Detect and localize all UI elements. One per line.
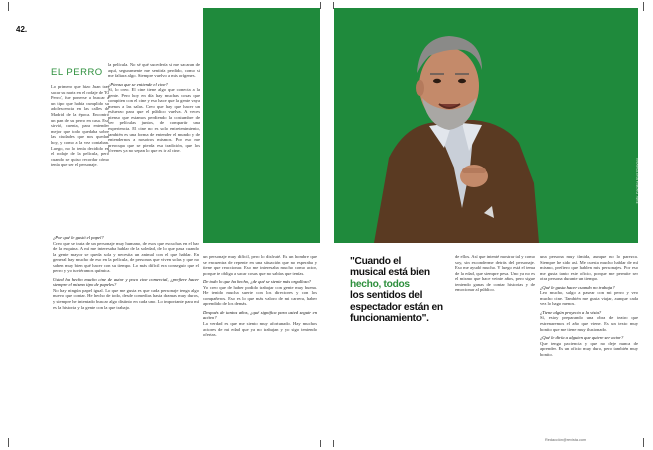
- crop-mark: [333, 440, 334, 447]
- answer: No hay ningún papel igual. Lo que me gusta es que cada personaje tenga algo nuevo que contar. He hecho de todo, desde comedias hasta dramas muy duros, y siempre he intentado buscar algo distinto en cada uno. Lo importante para mí es la historia y la gente con la que trabajo.: [53, 287, 199, 310]
- section-title: EL PERRO: [51, 67, 103, 78]
- crop-mark: [320, 2, 321, 9]
- pull-quote-line: espectador están en: [350, 301, 443, 313]
- answer: Sí, estoy preparando una obra de teatro que estrenaremos el año que viene. Es un texto muy bonito que me tiene muy ilusionado.: [540, 315, 638, 332]
- question: ¿Qué le gusta hacer cuando no trabaja?: [540, 284, 615, 290]
- col2-lead: la película. No sé qué sucedería si me sacaran de aquí, seguramente me sentiría perdido, como si me faltara algo. Siempre vuelvo a mis orígenes.: [108, 62, 200, 79]
- pull-quote: [350, 256, 448, 324]
- col3-lead: un personaje muy difícil, pero lo disfruté. Es un hombre que se encuentra de repente en una situación que no esperaba y tiene que reaccionar. Eso me interesaba mucho como actor, porque te obliga a sacar cosas que no sabías que tenías.: [203, 254, 317, 276]
- pull-quote-line: los sentidos del: [350, 290, 423, 302]
- article-column-top: [108, 62, 200, 234]
- intro-paragraph: [51, 84, 109, 214]
- crop-mark: [8, 438, 9, 447]
- portrait-illustration: [334, 8, 638, 243]
- question: De todo lo que ha hecho, ¿de qué se siente más orgulloso?: [203, 279, 312, 285]
- footer-email: Redacción@revista.com: [545, 438, 587, 442]
- crop-mark: [8, 2, 9, 11]
- answer: Sí, lo creo. El cine tiene algo que conecta a la gente. Pero hoy en día hay muchas cosas que compiten con el cine y eso hace que la gente vaya menos a las salas. Creo que hay que hacer un esfuerzo para que el público vuelva. A veces pienso que estamos perdiendo la costumbre de ver películas juntos, de compartir una experiencia. El cine no es solo entretenimiento, también es una forma de entender el mundo y de entendernos a nosotros mismos. Por eso me preocupa que se pierda esa tradición, que los jóvenes ya no sepan lo que es ir al cine.: [108, 87, 200, 154]
- pull-quote-line: funcionamiento".: [350, 313, 429, 325]
- question: ¿Qué le diría a alguien que quiere ser actor?: [540, 335, 624, 341]
- question: Después de tantos años, ¿qué significa para usted seguir en activo?: [203, 309, 317, 321]
- answer: La verdad es que me siento muy afortunado. Hay muchos actores de mi edad que ya no trabajan y yo sigo teniendo ofertas.: [203, 321, 317, 338]
- answer: Yo creo que de haber podido trabajar con gente muy buena. He tenido mucha suerte con los directores y con los compañeros. Eso es lo que más valoro de mi carrera, haber aprendido de los demás.: [203, 284, 317, 307]
- pull-quote-line: musical está bien: [350, 267, 430, 279]
- question: ¿Piensa que se entiende el cine?: [108, 81, 168, 87]
- answer: Leo mucho, salgo a pasear con mi perro y veo mucho cine. También me gusta viajar, aunque cada vez lo hago menos.: [540, 290, 638, 307]
- green-screen-photo-left: [203, 8, 320, 243]
- article-column-4: [455, 254, 535, 442]
- col4-text: de ellos. Así que intenté mostrar tal y como soy, sin esconderme detrás del personaje. Eso me ayudó mucho. Y luego está el tema de la edad, que siempre pesa. Uno ya no es el mismo que hace veinte años, pero sigue teniendo ganas de contar historias y de emocionar al público.: [455, 254, 535, 293]
- page-number: 42.: [16, 25, 28, 34]
- question: Usted ha hecho mucho cine de autor y poco cine comercial, ¿prefiere hacer siempre el mismo tipo de papeles?: [53, 276, 199, 288]
- pull-quote-line: "Cuando el: [350, 256, 402, 267]
- question: ¿Por qué le gustó el papel?: [53, 235, 104, 240]
- crop-mark: [320, 440, 321, 447]
- portrait-photo: [334, 8, 638, 243]
- photo-credit: Foto: Carolina Ruiz Palacios: [635, 158, 639, 204]
- col5-lead: una persona muy tímida, aunque no lo parezca. Siempre he sido así. Me cuesta mucho hablar de mí mismo, prefiero que hablen mis personajes. Por eso me gusta tanto este oficio, porque me permite ser otra persona durante un tiempo.: [540, 254, 638, 282]
- question: ¿Tiene algún proyecto a la vista?: [540, 309, 602, 315]
- crop-mark: [643, 438, 644, 447]
- article-column-5: [540, 254, 638, 434]
- article-column-3: [203, 254, 317, 442]
- article-column-1: [53, 232, 199, 442]
- pull-quote-line: hecho, todos: [350, 278, 410, 290]
- answer: Que tenga paciencia y que no deje nunca de aprender. Es un oficio muy duro, pero también muy bonito.: [540, 340, 638, 357]
- crop-mark: [643, 2, 644, 11]
- intro-text: Lo primero que hizo Juan tras sacar su nariz en el rodaje de 'El Perro', fue ponerse a buscar a un tipo que había cumplido su adolescencia en las calles de Madrid de la época. Encontró un pan de su perro en casa. Eso sirvió, cuenta, para entender mejor que todo quedaba sobre las ciudades que nos quedan hoy, y como a la vez contaban. Luego, no lo tenía decidido en el rodaje de la película, pero cuando se quiso recordar cómo tenía que ser el personaje.: [51, 84, 109, 168]
- answer: Creo que se trata de un personaje muy humano, de esos que escuchas en el bar de la esquina. A mí me interesaba hablar de la soledad, de lo que pasa cuando la gente mayor se queda sola y necesita un animal con el que hablar. En general hay mucho de eso en la película, de personas que viven solas y que no saben muy bien qué hacer con su tiempo. Lo más difícil era conseguir que el perro y yo tuviéramos química.: [53, 240, 199, 274]
